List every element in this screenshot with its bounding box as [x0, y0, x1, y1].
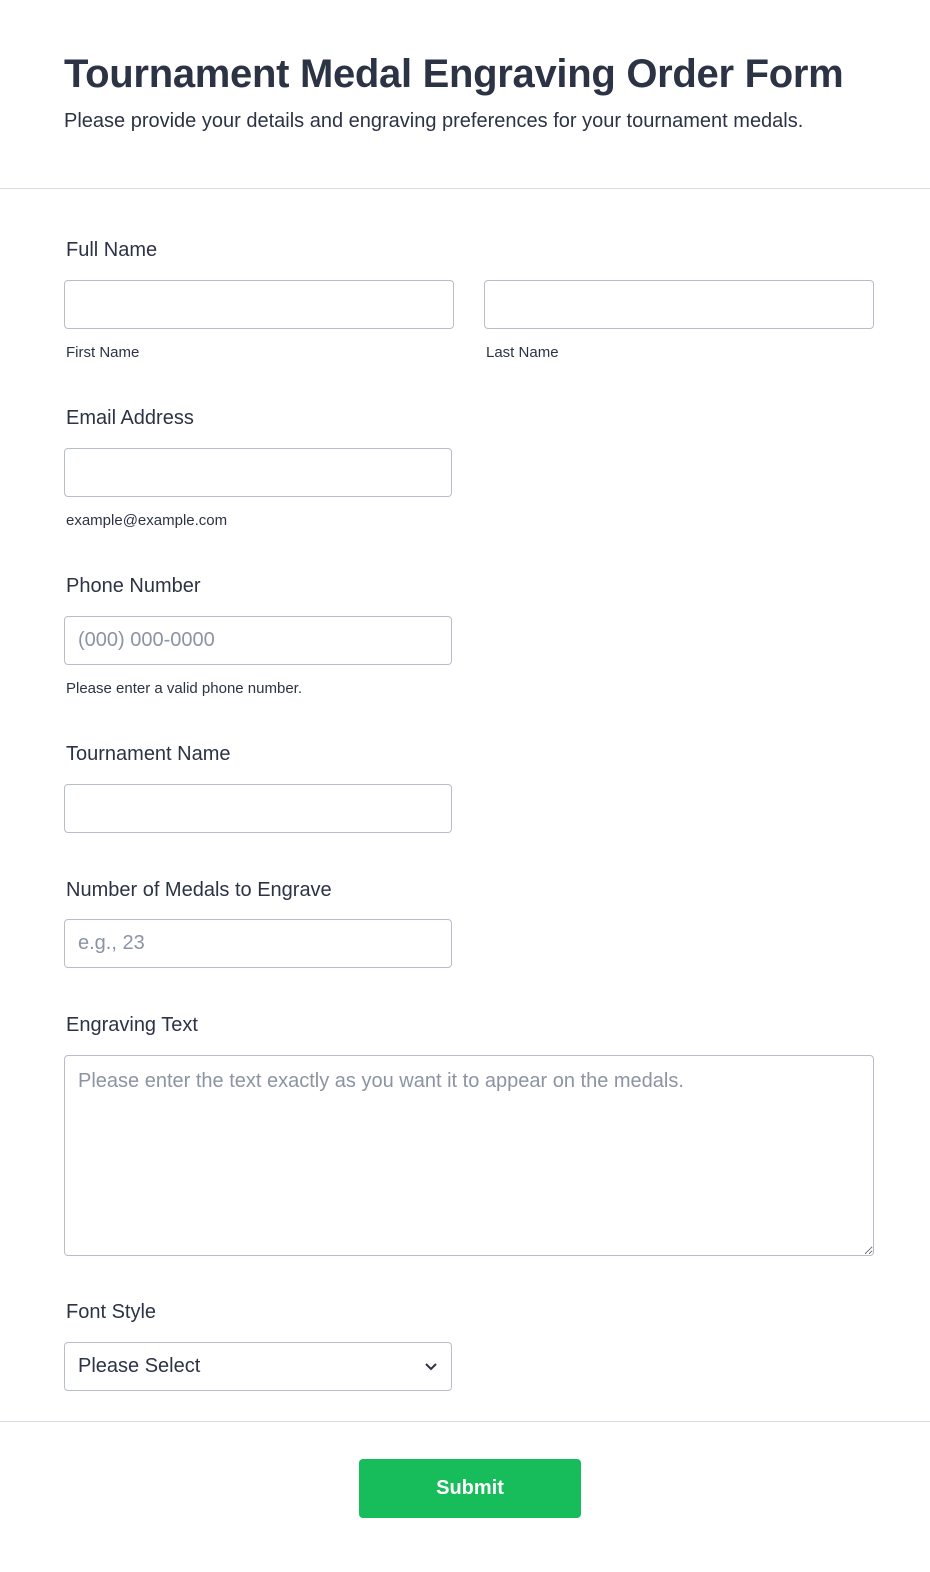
last-name-sublabel: Last Name — [486, 344, 559, 361]
email-label: Email Address — [66, 407, 194, 429]
tournament-label: Tournament Name — [66, 743, 231, 765]
last-name-input[interactable] — [484, 280, 874, 329]
font-style-selected: Please Select — [78, 1355, 201, 1377]
font-style-select[interactable] — [64, 1342, 452, 1391]
engraving-label: Engraving Text — [66, 1014, 198, 1036]
first-name-sublabel: First Name — [66, 344, 140, 361]
phone-input[interactable] — [64, 616, 452, 665]
phone-sublabel: Please enter a valid phone number. — [66, 680, 302, 697]
page-title: Tournament Medal Engraving Order Form — [64, 52, 844, 96]
medals-label: Number of Medals to Engrave — [66, 879, 332, 901]
medals-input[interactable] — [64, 919, 452, 968]
divider — [0, 1421, 930, 1422]
submit-button[interactable]: Submit — [359, 1459, 581, 1518]
page-subtitle: Please provide your details and engraving preferences for your tournament medals. — [64, 110, 804, 132]
email-sublabel: example@example.com — [66, 512, 228, 529]
email-input[interactable] — [64, 448, 452, 497]
chevron-down-icon — [424, 1362, 438, 1372]
engraving-textarea[interactable] — [64, 1055, 874, 1256]
phone-label: Phone Number — [66, 575, 201, 597]
first-name-input[interactable] — [64, 280, 454, 329]
tournament-input[interactable] — [64, 784, 452, 833]
full-name-label: Full Name — [66, 239, 158, 261]
font-style-label: Font Style — [66, 1301, 157, 1323]
divider — [0, 188, 930, 189]
